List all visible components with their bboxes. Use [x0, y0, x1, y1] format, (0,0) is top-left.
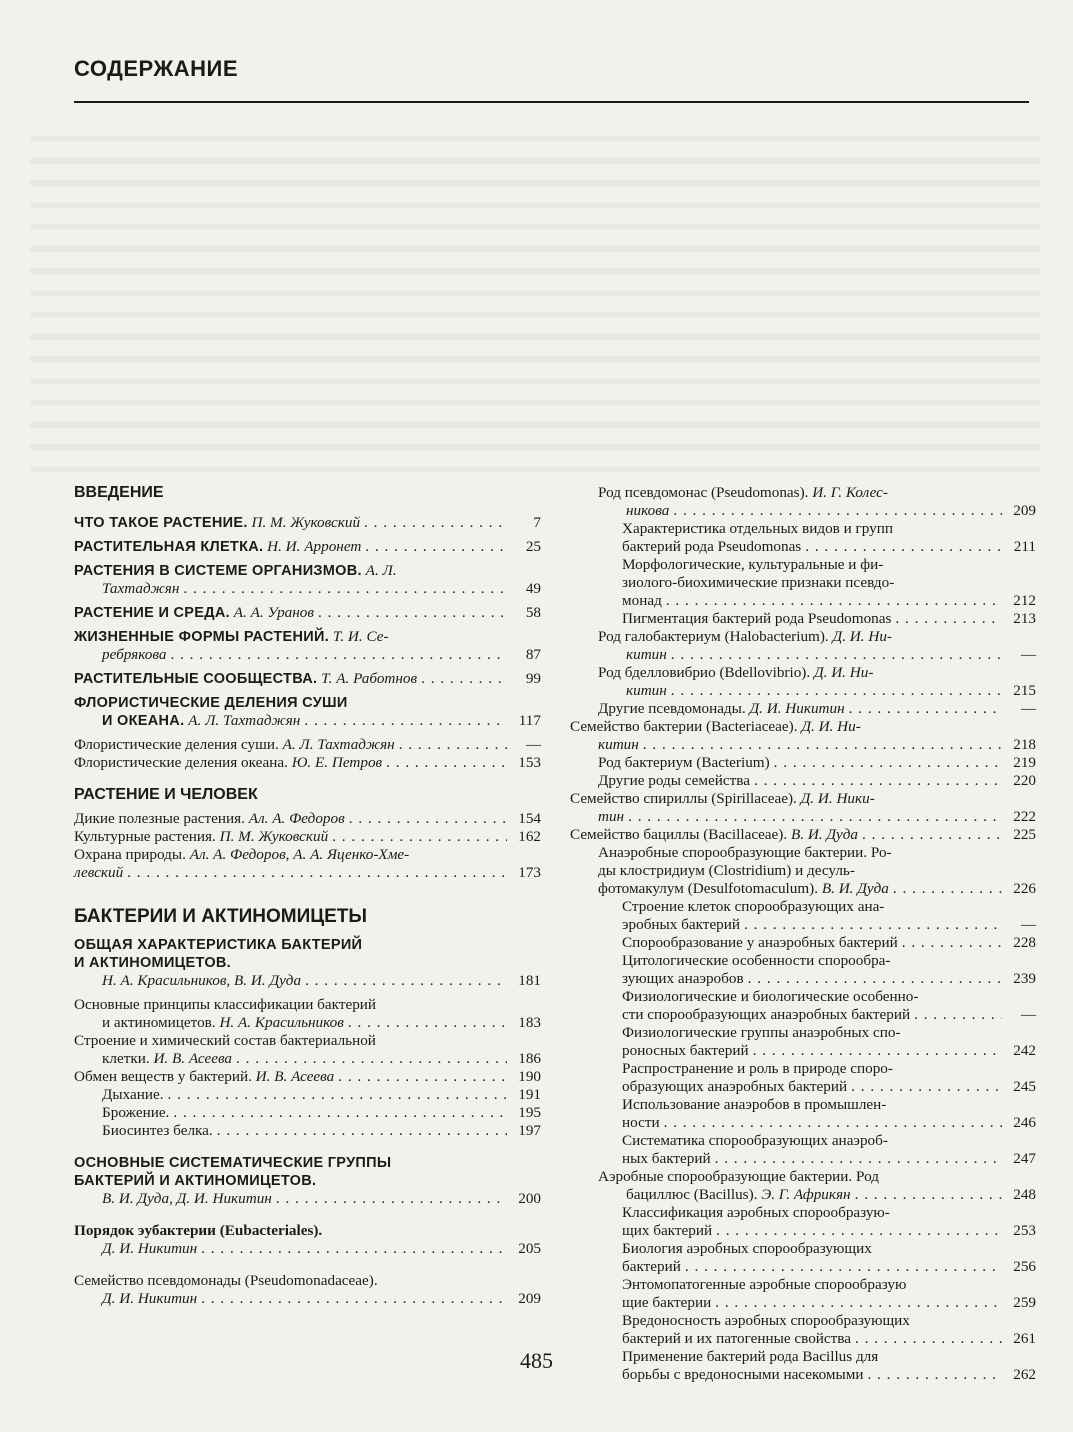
title-rule: [74, 101, 1029, 103]
toc-entry[interactable]: Физиологические группы анаэробных спо- роносных бактерий . . . 242: [570, 1024, 1036, 1060]
toc-entry[interactable]: Морфологические, культуральные и фи- зиолого-биохимические признаки псевдо- монад . . . 212: [570, 556, 1036, 610]
page-number: 485: [520, 1348, 553, 1373]
toc-entry[interactable]: Семейство бактерии (Bacteriaceae). Д. И. Ни- китин . . . 218: [570, 718, 1036, 754]
toc-entry[interactable]: Энтомопатогенные аэробные спорообразую щие бактерии . . . 259: [570, 1276, 1036, 1312]
toc-entry[interactable]: Культурные растения. П. М. Жуковский . . . 162: [74, 828, 541, 846]
toc-entry[interactable]: ФЛОРИСТИЧЕСКИЕ ДЕЛЕНИЯ СУШИ И ОКЕАНА. А. Л. Тахтаджян . . . 117: [74, 694, 541, 730]
toc-entry[interactable]: Биосинтез белка. . . . 197: [74, 1122, 541, 1140]
toc-entry[interactable]: ЖИЗНЕННЫЕ ФОРМЫ РАСТЕНИЙ. Т. И. Се- ребрякова . . . 87: [74, 628, 541, 664]
toc-entry[interactable]: Порядок эубактерии (Eubacteriales). Д. И. Никитин . . . 205: [74, 1222, 541, 1258]
section-heading-bacteria: БАКТЕРИИ И АКТИНОМИЦЕТЫ: [74, 906, 367, 927]
toc-entry[interactable]: ЧТО ТАКОЕ РАСТЕНИЕ. П. М. Жуковский . . . 7: [74, 514, 541, 532]
toc-entry[interactable]: Семейство спириллы (Spirillaceae). Д. И. Ники- тин . . . 222: [570, 790, 1036, 826]
toc-entry[interactable]: Применение бактерий рода Bacillus для борьбы с вредоносными насекомыми . . . 262: [570, 1348, 1036, 1384]
toc-entry[interactable]: Спорообразование у анаэробных бактерий . . . 228: [570, 934, 1036, 952]
toc-entry[interactable]: Охрана природы. Ал. А. Федоров, А. А. Яценко-Хме- левский . . . 173: [74, 846, 541, 882]
toc-entry[interactable]: Использование анаэробов в промышлен- ности . . . 246: [570, 1096, 1036, 1132]
toc-entry[interactable]: Дыхание. . . . 191: [74, 1086, 541, 1104]
toc-entry[interactable]: РАСТЕНИЕ И СРЕДА. А. А. Уранов . . . 58: [74, 604, 541, 622]
toc-entry[interactable]: Род галобактериум (Halobacterium). Д. И. Ни- китин . . . —: [570, 628, 1036, 664]
toc-entry[interactable]: Строение клеток спорообразующих ана- эробных бактерий . . . —: [570, 898, 1036, 934]
toc-entry[interactable]: Вредоносность аэробных спорообразующих бактерий и их патогенные свойства . . . 261: [570, 1312, 1036, 1348]
toc-entry[interactable]: РАСТИТЕЛЬНЫЕ СООБЩЕСТВА. Т. А. Работнов . . . 99: [74, 670, 541, 688]
toc-entry[interactable]: Цитологические особенности спорообра- зующих анаэробов . . . 239: [570, 952, 1036, 988]
toc-entry[interactable]: Основные принципы классификации бактерий и актиномицетов. Н. А. Красильников . . . 183: [74, 996, 541, 1032]
toc-entry[interactable]: Род псевдомонас (Pseudomonas). И. Г. Колес- никова . . . 209: [570, 484, 1036, 520]
toc-entry[interactable]: Флористические деления суши. А. Л. Тахтаджян . . . —: [74, 736, 541, 754]
toc-entry[interactable]: Распространение и роль в природе споро- образующих анаэробных бактерий . . . 245: [570, 1060, 1036, 1096]
toc-entry[interactable]: РАСТИТЕЛЬНАЯ КЛЕТКА. Н. И. Арронет . . . 25: [74, 538, 541, 556]
toc-left-column: [74, 484, 541, 1308]
section-heading-intro: ВВЕДЕНИЕ: [74, 484, 164, 501]
toc-entry[interactable]: Строение и химический состав бактериальной клетки. И. В. Асеева . . . 186: [74, 1032, 541, 1068]
toc-entry[interactable]: Дикие полезные растения. Ал. А. Федоров . . . 154: [74, 810, 541, 828]
toc-entry[interactable]: Обмен веществ у бактерий. И. В. Асеева . . . 190: [74, 1068, 541, 1086]
toc-entry[interactable]: ОСНОВНЫЕ СИСТЕМАТИЧЕСКИЕ ГРУППЫ БАКТЕРИЙ И АКТИНОМИЦЕТОВ. В. И. Дуда, Д. И. Никитин . . . 200: [74, 1154, 541, 1208]
section-heading-plant-human: РАСТЕНИЕ И ЧЕЛОВЕК: [74, 786, 258, 803]
toc-entry[interactable]: Флористические деления океана. Ю. Е. Петров . . . 153: [74, 754, 541, 772]
toc-entry[interactable]: Анаэробные спорообразующие бактерии. Ро- ды клостридиум (Clostridium) и десуль- фотомакулум (Desulfotomaculum). В. И. Дуда . . . 226: [570, 844, 1036, 898]
toc-entry[interactable]: Аэробные спорообразующие бактерии. Род бациллюс (Bacillus). Э. Г. Африкян . . . 248: [570, 1168, 1036, 1204]
toc-entry[interactable]: Семейство бациллы (Bacillaceae). В. И. Дуда . . . 225: [570, 826, 1036, 844]
toc-entry[interactable]: Классификация аэробных спорообразую- щих бактерий . . . 253: [570, 1204, 1036, 1240]
toc-entry[interactable]: Пигментация бактерий рода Pseudomonas . . . 213: [570, 610, 1036, 628]
toc-entry[interactable]: Брожение. . . . 195: [74, 1104, 541, 1122]
toc-entry[interactable]: Другие псевдомонады. Д. И. Никитин . . . —: [570, 700, 1036, 718]
toc-entry[interactable]: Семейство псевдомонады (Pseudomonadaceae). Д. И. Никитин . . . 209: [74, 1272, 541, 1308]
page-title: СОДЕРЖАНИЕ: [74, 56, 239, 81]
toc-entry[interactable]: Род бделловибрио (Bdellovibrio). Д. И. Ни- китин . . . 215: [570, 664, 1036, 700]
toc-entry[interactable]: Другие роды семейства . . . 220: [570, 772, 1036, 790]
toc-entry[interactable]: РАСТЕНИЯ В СИСТЕМЕ ОРГАНИЗМОВ. А. Л. Тахтаджян . . . 49: [74, 562, 541, 598]
toc-entry[interactable]: Физиологические и биологические особенно- сти спорообразующих анаэробных бактерий . . . —: [570, 988, 1036, 1024]
toc-entry[interactable]: Характеристика отдельных видов и групп бактерий рода Pseudomonas . . . 211: [570, 520, 1036, 556]
toc-entry[interactable]: Систематика спорообразующих анаэроб- ных бактерий . . . 247: [570, 1132, 1036, 1168]
toc-right-column: [570, 484, 1036, 1384]
toc-entry[interactable]: ОБЩАЯ ХАРАКТЕРИСТИКА БАКТЕРИЙ И АКТИНОМИЦЕТОВ. Н. А. Красильников, В. И. Дуда . . . 181: [74, 936, 541, 990]
toc-entry[interactable]: Биология аэробных спорообразующих бактерий . . . 256: [570, 1240, 1036, 1276]
toc-entry[interactable]: Род бактериум (Bacterium) . . . 219: [570, 754, 1036, 772]
show-through-texture: [30, 120, 1040, 480]
